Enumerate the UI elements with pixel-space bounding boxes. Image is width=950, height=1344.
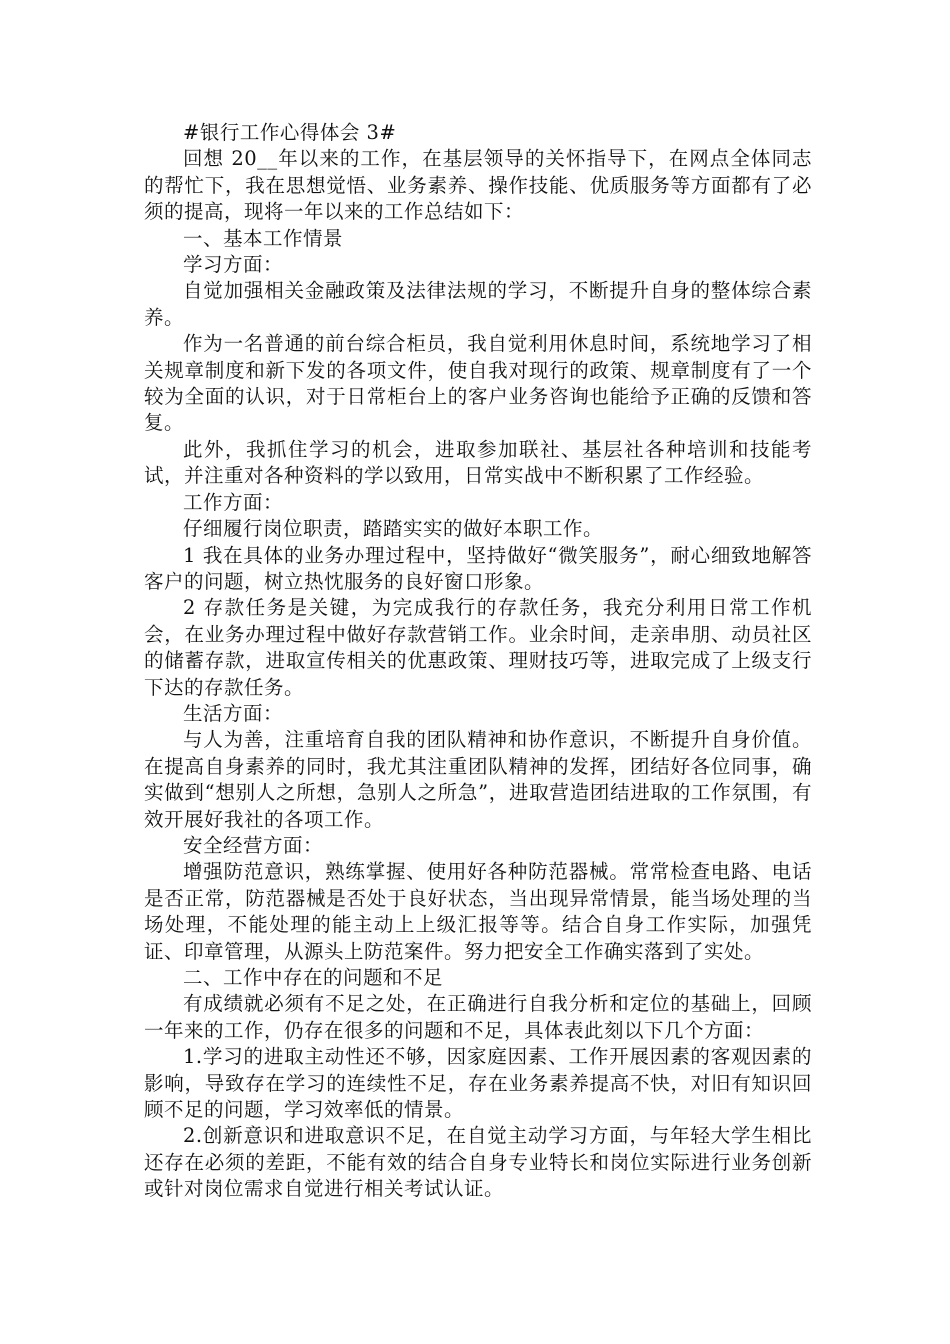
paragraph: 作为一名普通的前台综合柜员，我自觉利用休息时间，系统地学习了相关规章制度和新下发的各项文件，使自我对现行的政策、规章制度有了一个较为全面的认识，对于日常柜台上的客户业务咨询也能给予正确的反馈和答复。 — [144, 332, 812, 435]
sub-heading: 工作方面： — [183, 490, 284, 514]
paragraph: 自觉加强相关金融政策及法律法规的学习，不断提升自身的整体综合素养。 — [144, 279, 812, 329]
document-title: #银行工作心得体会 3# — [183, 121, 397, 144]
paragraph: 有成绩就必须有不足之处，在正确进行自我分析和定位的基础上，回顾一年来的工作，仍存在很多的问题和不足，具体表此刻以下几个方面： — [144, 992, 812, 1042]
section-heading: 二、工作中存在的问题和不足 — [183, 966, 444, 989]
document-body — [144, 120, 812, 1203]
paragraph: 此外，我抓住学习的机会，进取参加联社、基层社各种培训和技能考试，并注重对各种资料的学以致用，日常实战中不断积累了工作经验。 — [144, 437, 812, 488]
paragraph: 与人为善，注重培育自我的团队精神和协作意识，不断提升自身价值。在提高自身素养的同时，我尤其注重团队精神的发挥，团结好各位同事，确实做到“想别人之所想，急别人之所急”，进取营造团结进取的工作氛围，有效开展好我社的各项工作。 — [144, 728, 812, 831]
paragraph: 2.创新意识和进取意识不足，在自觉主动学习方面，与年轻大学生相比还存在必须的差距，不能有效的结合自身专业特长和岗位实际进行业务创新或针对岗位需求自觉进行相关考试认证。 — [144, 1124, 812, 1201]
sub-heading: 学习方面： — [183, 253, 284, 277]
paragraph: 回想 20__年以来的工作，在基层领导的关怀指导下，在网点全体同志的帮忙下，我在思想觉悟、业务素养、操作技能、优质服务等方面都有了必须的提高，现将一年以来的工作总结如下： — [144, 147, 812, 224]
paragraph: 1 我在具体的业务办理过程中，坚持做好“微笑服务”，耐心细致地解答客户的问题，树立热忱服务的良好窗口形象。 — [144, 543, 812, 593]
sub-heading: 生活方面： — [183, 701, 284, 725]
paragraph: 仔细履行岗位职责，踏踏实实的做好本职工作。 — [183, 517, 604, 541]
paragraph: 增强防范意识，熟练掌握、使用好各种防范器械。常常检查电路、电话是否正常，防范器械是否处于良好状态，当出现异常情景，能当场处理的当场处理，不能处理的能主动上上级汇报等等。结合自身工作实际，加强凭证、印章管理，从源头上防范案件。努力把安全工作确实落到了实处。 — [144, 860, 812, 963]
paragraph: 2 存款任务是关键，为完成我行的存款任务，我充分利用日常工作机会，在业务办理过程中做好存款营销工作。业余时间，走亲串朋、动员社区的储蓄存款，进取宣传相关的优惠政策、理财技巧等，进取完成了上级支行下达的存款任务。 — [144, 596, 812, 699]
sub-heading: 安全经营方面： — [183, 833, 324, 857]
section-heading: 一、基本工作情景 — [183, 226, 344, 250]
paragraph: 1.学习的进取主动性还不够，因家庭因素、工作开展因素的客观因素的影响，导致存在学习的连续性不足，存在业务素养提高不快，对旧有知识回顾不足的问题，学习效率低的情景。 — [144, 1045, 812, 1122]
